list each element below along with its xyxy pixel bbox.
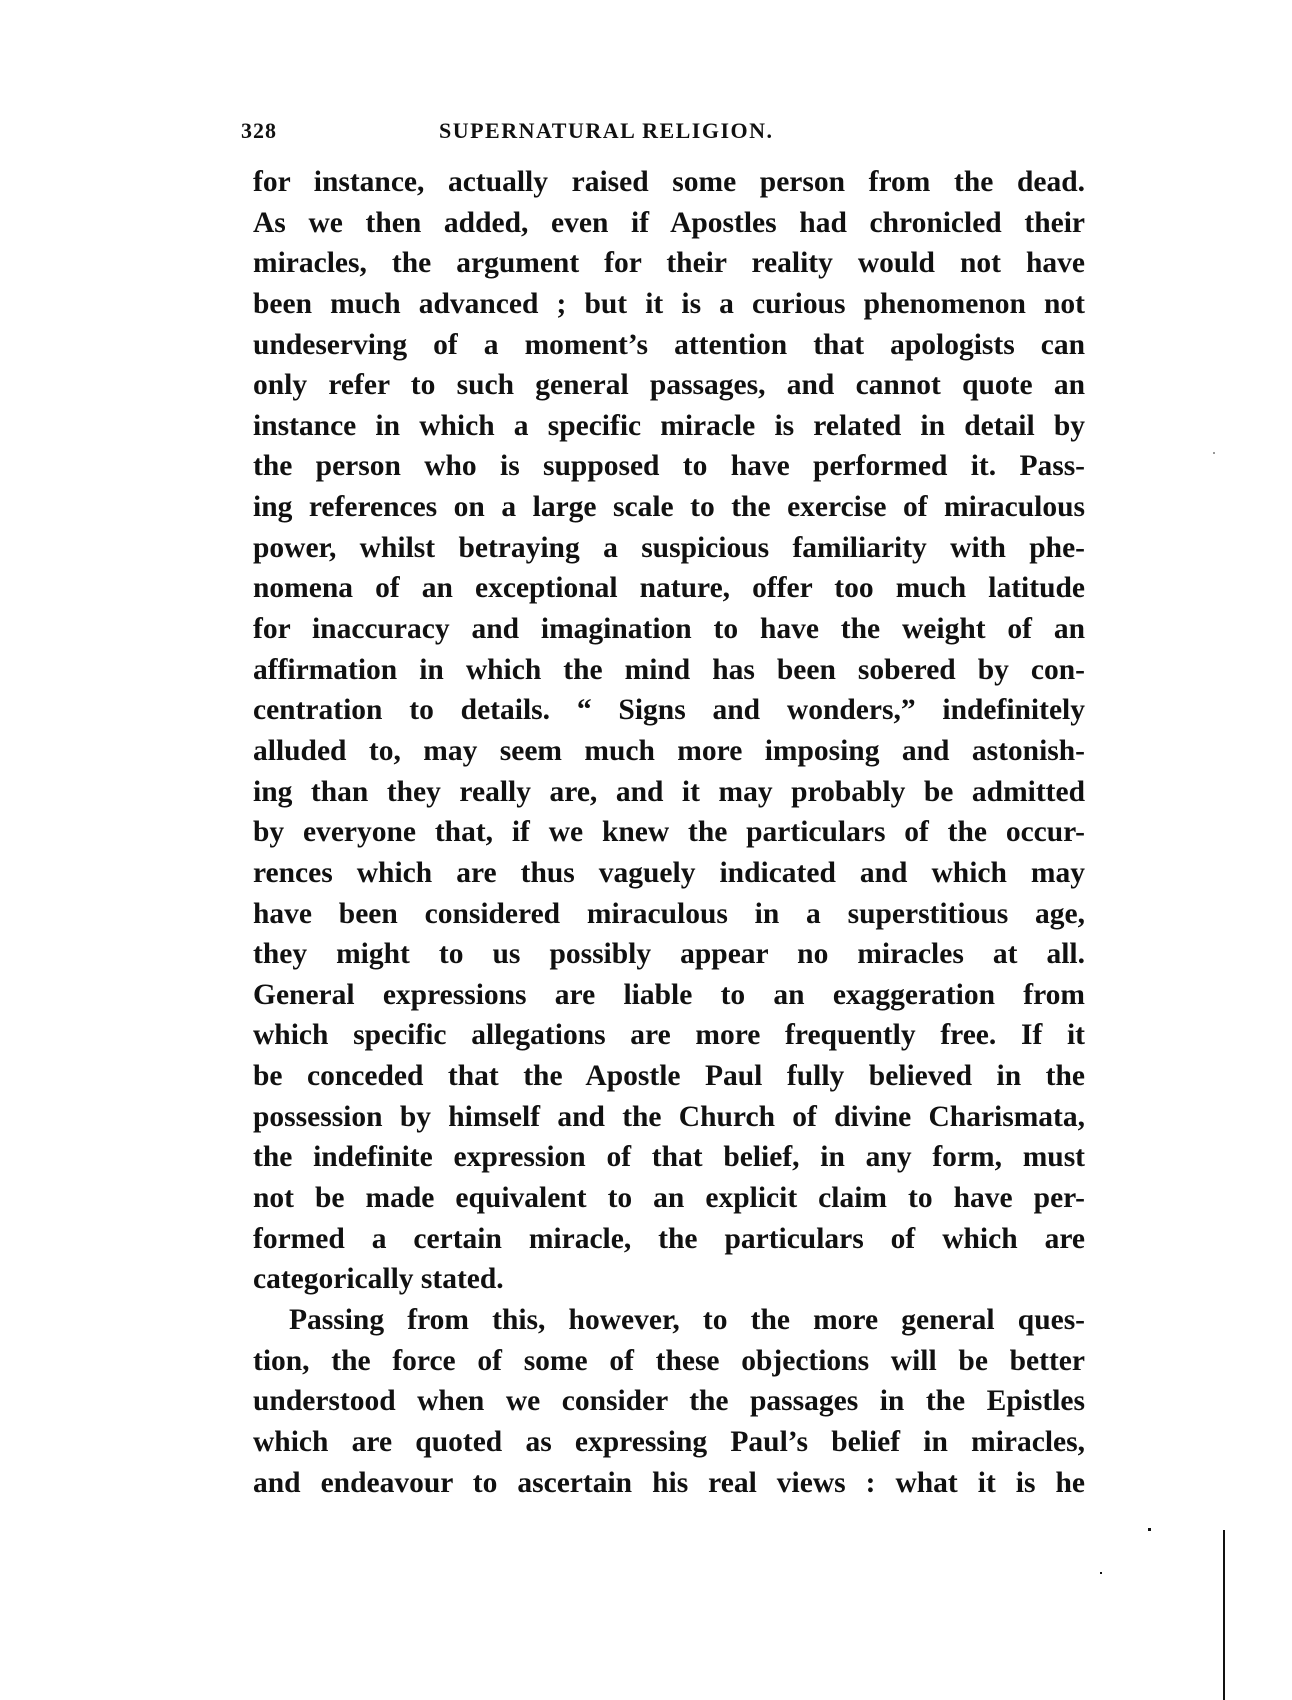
text-line: the person who is supposed to have performed it. Pass- <box>253 450 1085 483</box>
text-line: nomena of an exceptional nature, offer too much latitude <box>253 572 1085 605</box>
text-line: instance in which a specific miracle is related in detail by <box>253 409 1085 442</box>
scan-edge-line <box>1223 1530 1225 1700</box>
text-line: which specific allegations are more frequently free. If it <box>253 1019 1085 1052</box>
text-line: by everyone that, if we knew the particulars of the occur- <box>253 816 1085 849</box>
body-text <box>253 162 1085 1503</box>
text-line: centration to details. “ Signs and wonders,” indefinitely <box>253 694 1085 727</box>
text-line: the indefinite expression of that belief, in any form, must <box>253 1141 1085 1174</box>
text-line: be conceded that the Apostle Paul fully believed in the <box>253 1060 1085 1093</box>
scan-speck <box>1148 1528 1151 1531</box>
paragraph-2 <box>253 1300 1085 1503</box>
text-line: and endeavour to ascertain his real views : what it is he <box>253 1466 1085 1499</box>
running-title: SUPERNATURAL RELIGION. <box>439 118 774 143</box>
text-line: understood when we consider the passages in the Epistles <box>253 1385 1085 1418</box>
text-line: only refer to such general passages, and cannot quote an <box>253 369 1085 402</box>
scan-speck <box>1100 1572 1102 1574</box>
text-line: Passing from this, however, to the more general ques- <box>289 1303 1085 1336</box>
page-header <box>241 118 1081 148</box>
text-line: formed a certain miracle, the particulars of which are <box>253 1222 1085 1255</box>
text-line: which are quoted as expressing Paul’s belief in miracles, <box>253 1425 1085 1458</box>
text-line: for inaccuracy and imagination to have the weight of an <box>253 613 1085 646</box>
text-line: undeserving of a moment’s attention that apologists can <box>253 328 1085 361</box>
text-line: power, whilst betraying a suspicious familiarity with phe- <box>253 531 1085 564</box>
text-line: tion, the force of some of these objections will be better <box>253 1344 1085 1377</box>
page-number: 328 <box>241 118 277 143</box>
text-line: General expressions are liable to an exaggeration from <box>253 978 1085 1011</box>
text-line: not be made equivalent to an explicit claim to have per- <box>253 1182 1085 1215</box>
text-line: ing than they really are, and it may probably be admitted <box>253 775 1085 808</box>
text-line: miracles, the argument for their reality would not have <box>253 247 1085 280</box>
text-line: for instance, actually raised some person from the dead. <box>253 166 1085 198</box>
text-line: affirmation in which the mind has been sobered by con- <box>253 653 1085 686</box>
text-line: alluded to, may seem much more imposing and astonish- <box>253 734 1085 767</box>
text-line: rences which are thus vaguely indicated and which may <box>253 856 1085 889</box>
text-line: they might to us possibly appear no miracles at all. <box>253 938 1085 971</box>
scan-speck <box>1213 452 1215 454</box>
paragraph-1 <box>253 162 1085 1300</box>
text-line: have been considered miraculous in a superstitious age, <box>253 897 1085 930</box>
text-line: categorically stated. <box>253 1263 504 1296</box>
text-line: As we then added, even if Apostles had chronicled their <box>253 206 1085 239</box>
text-line: possession by himself and the Church of divine Charismata, <box>253 1100 1085 1133</box>
text-line: been much advanced ; but it is a curious phenomenon not <box>253 287 1085 320</box>
text-line: ing references on a large scale to the exercise of miraculous <box>253 491 1085 524</box>
